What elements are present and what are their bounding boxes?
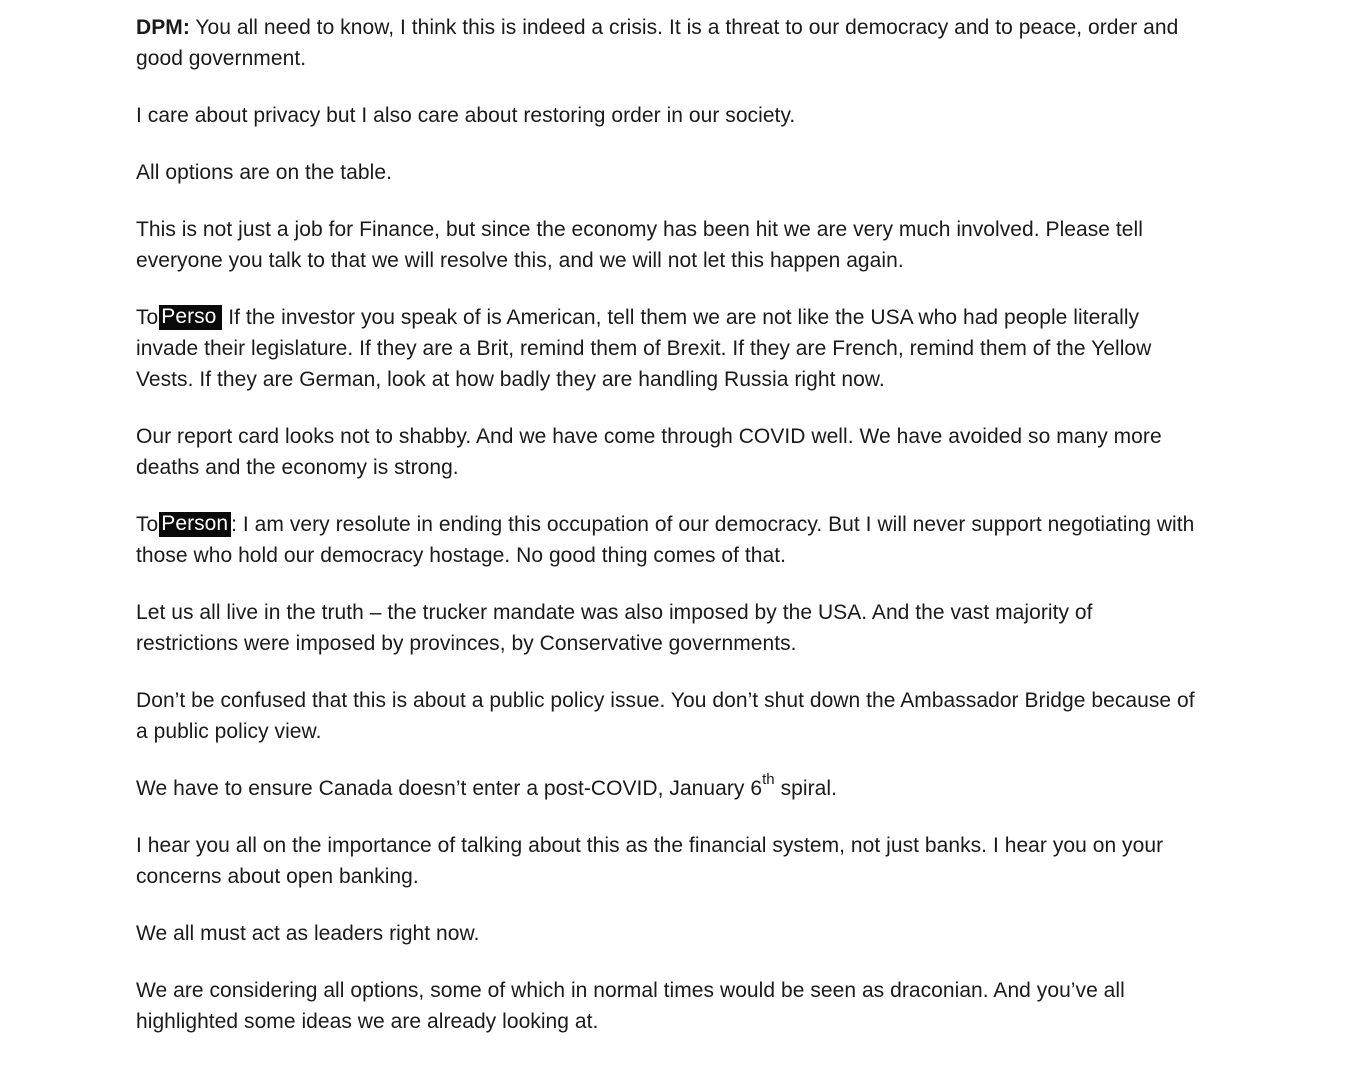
addressee-prefix: To [136,306,159,329]
paragraph-truth: Let us all live in the truth – the trucker mandate was also imposed by the USA. And the vast majority of restrictions were imposed by provinces, by Conservative governments. [136,601,1093,655]
paragraph-text: You all need to know, I think this is indeed a crisis. It is a threat to our democracy and to peace, order and good government. [136,16,1179,70]
paragraph-text-end: spiral. [774,777,837,800]
paragraph-dpm-intro [136,12,1196,74]
paragraph-text: If the investor you speak of is American, tell them we are not like the USA who had people literally invade their legislature. If they are a Brit, remind them of Brexit. If they are French, remind them of the Yellow Vests. If they are German, look at how badly they are handling Russia right now. [136,306,1152,391]
paragraph-investor [136,302,1196,395]
paragraph-text: : I am very resolute in ending this occupation of our democracy. But I will never support negotiating with those who hold our democracy hostage. No good thing comes of that. [136,513,1195,567]
paragraph-resolute [136,509,1196,571]
paragraph-draconian: We are considering all options, some of which in normal times would be seen as draconian. And you’ve all highlighted some ideas we are already looking at. [136,979,1125,1033]
superscript-th: th [762,771,775,788]
paragraph-leaders: We all must act as leaders right now. [136,922,480,945]
document-page [136,12,1196,1063]
redaction-box: Perso [159,305,222,330]
redaction-box: Person [159,512,231,537]
paragraph-text: We have to ensure Canada doesn’t enter a post-COVID, January 6 [136,777,763,800]
paragraph-options: All options are on the table. [136,161,392,184]
paragraph-report-card: Our report card looks not to shabby. And we have come through COVID well. We have avoided so many more deaths and the economy is strong. [136,425,1162,479]
paragraph-financial-system: I hear you all on the importance of talking about this as the financial system, not just banks. I hear you on your concerns about open banking. [136,834,1164,888]
paragraph-january-6th [136,773,1196,804]
paragraph-finance: This is not just a job for Finance, but since the economy has been hit we are very much involved. Please tell everyone you talk to that we will resolve this, and we will not let this happen again. [136,218,1143,272]
addressee-prefix: To [136,513,159,536]
speaker-label: DPM: [136,16,190,39]
paragraph-privacy: I care about privacy but I also care about restoring order in our society. [136,104,796,127]
paragraph-public-policy: Don’t be confused that this is about a public policy issue. You don’t shut down the Ambassador Bridge because of a public policy view. [136,689,1195,743]
